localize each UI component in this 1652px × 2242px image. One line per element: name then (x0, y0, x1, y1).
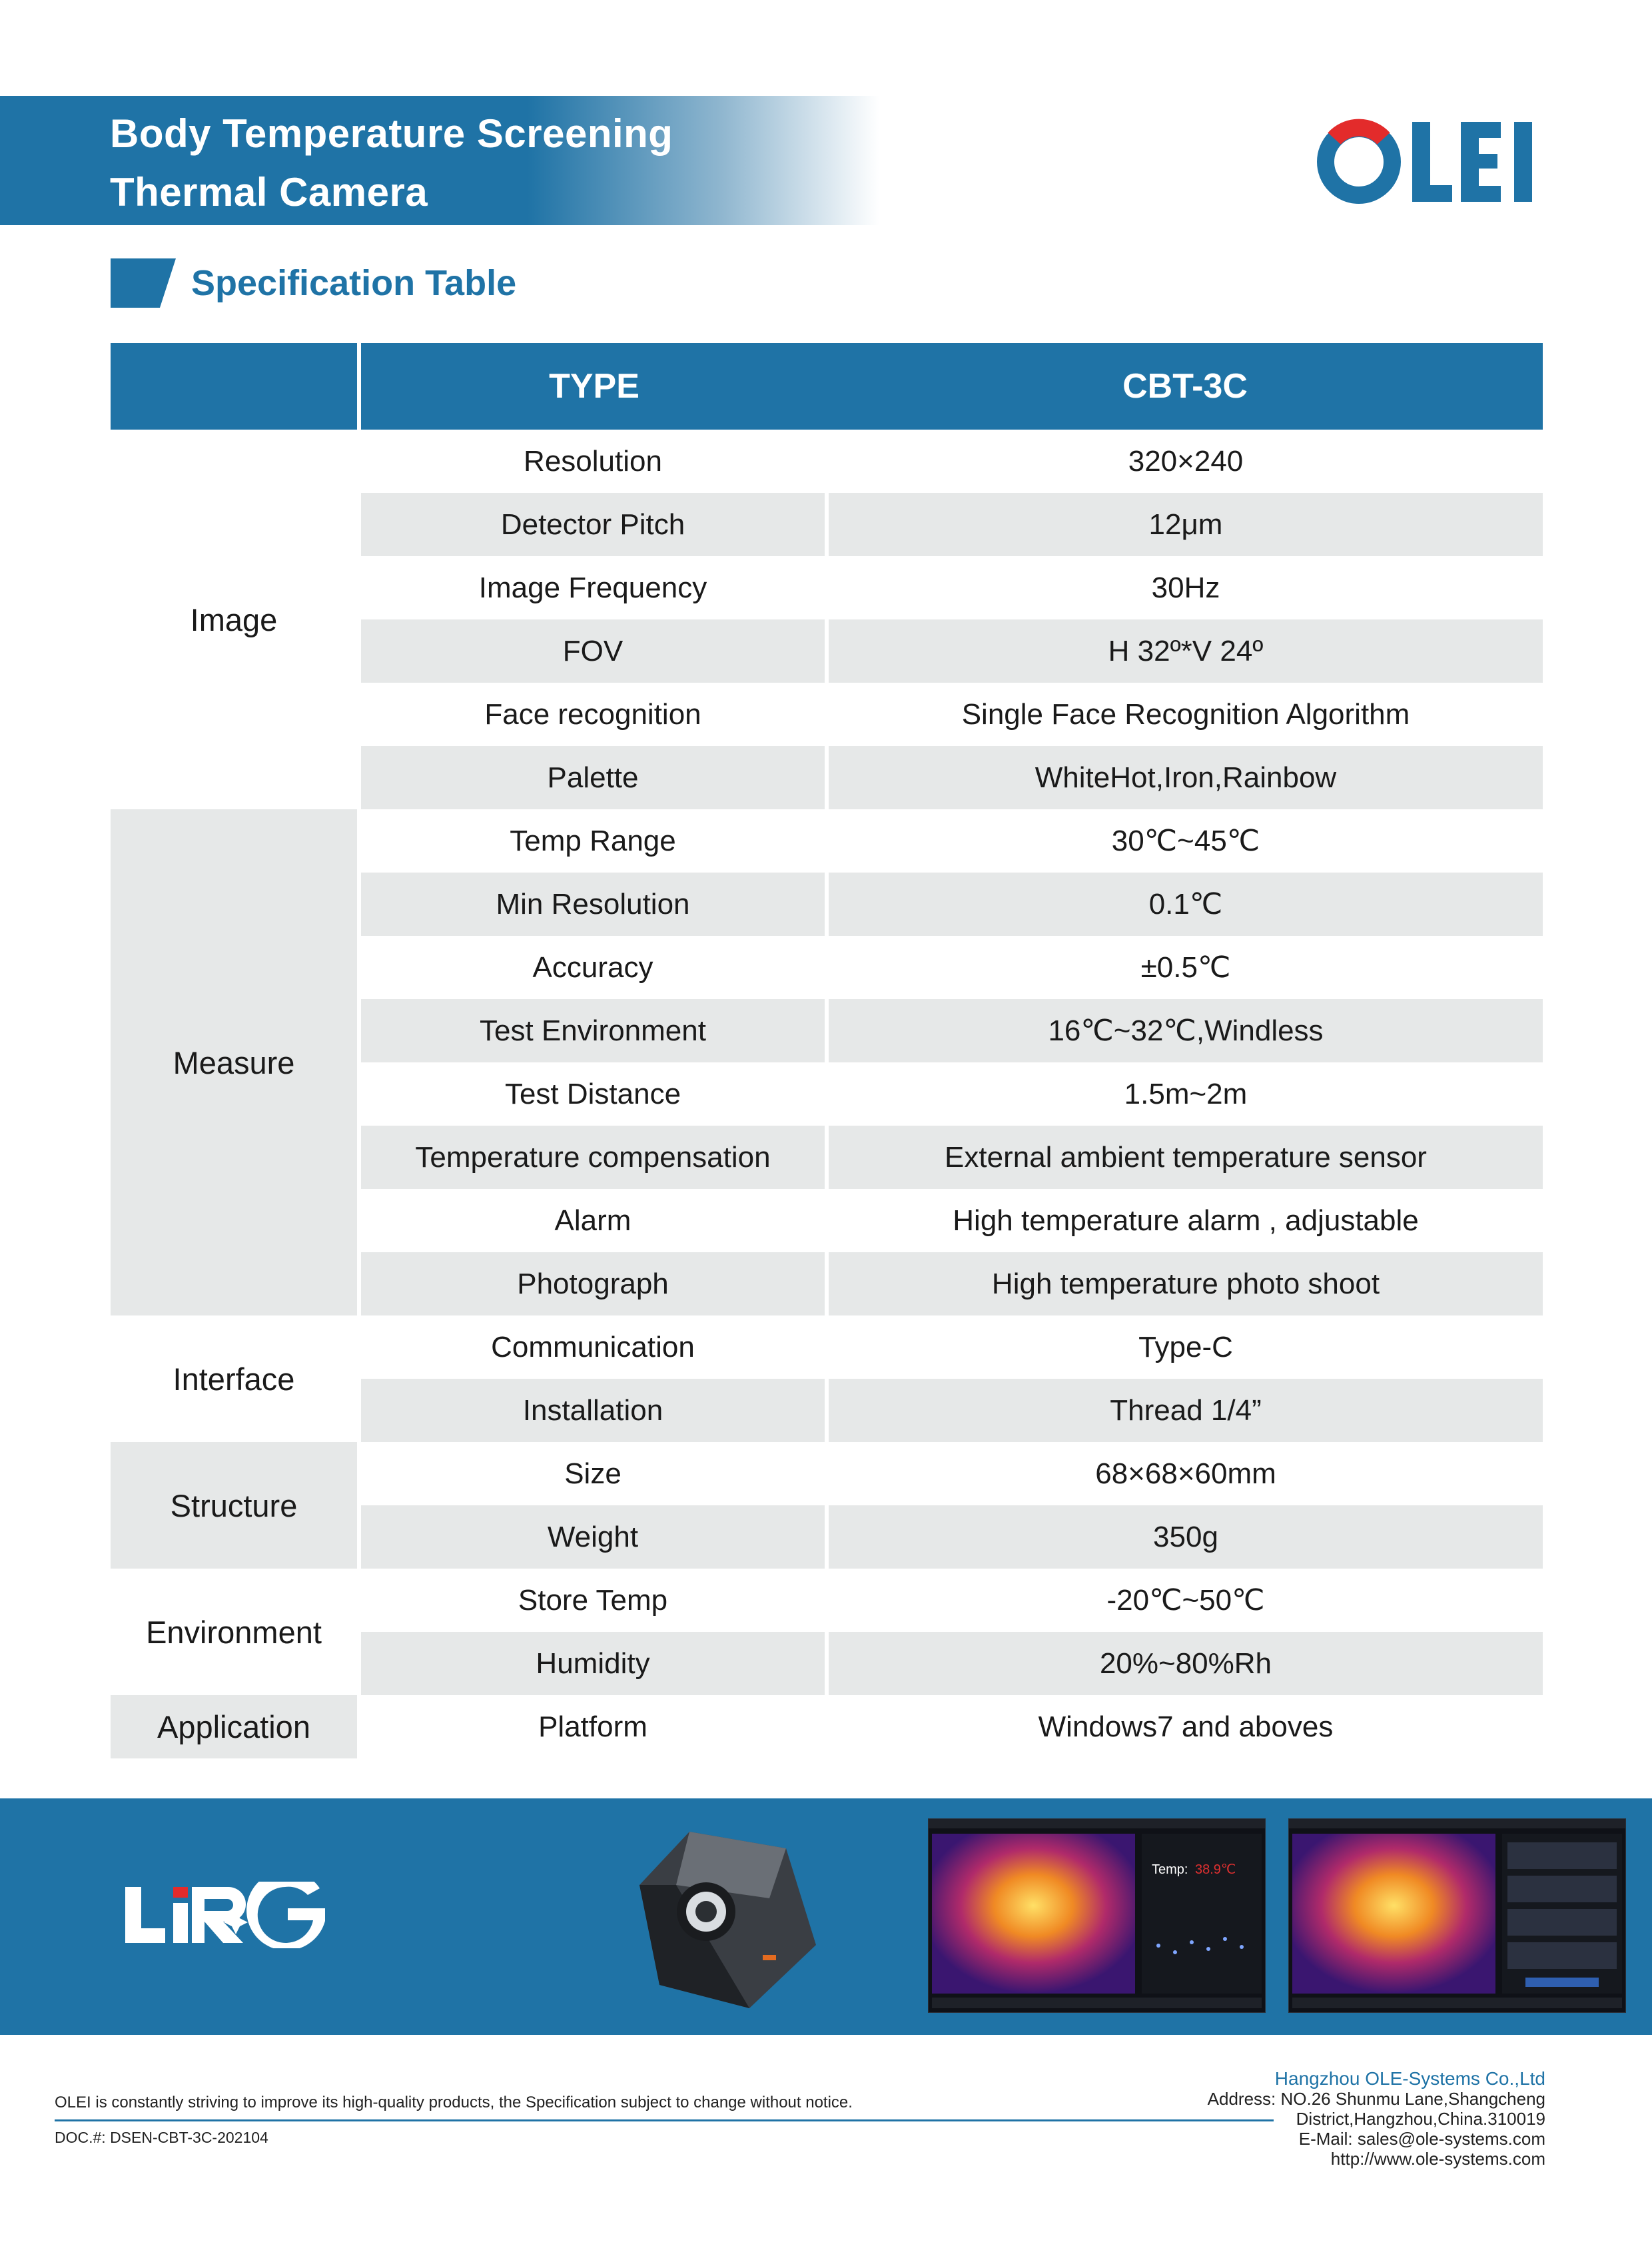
company-address-line1: Address: NO.26 Shunmu Lane,Shangcheng (1207, 2089, 1545, 2109)
param-cell: Alarm (554, 1204, 631, 1237)
table-row (361, 619, 1543, 683)
value-cell: High temperature alarm , adjustable (953, 1204, 1419, 1237)
param-cell: Min Resolution (361, 873, 825, 936)
section-marker-icon (111, 258, 176, 308)
param-cell: Resolution (524, 445, 662, 478)
param-cell: Test Distance (504, 1078, 681, 1110)
company-email: E-Mail: sales@ole-systems.com (1298, 2129, 1545, 2149)
table-row (361, 1505, 1543, 1569)
category-environment: Environment (146, 1614, 322, 1650)
value-cell: 30℃~45℃ (1111, 825, 1260, 857)
document-number: DOC.#: DSEN-CBT-3C-202104 (55, 2129, 268, 2146)
table-row (361, 1442, 1543, 1505)
param-cell: Store Temp (518, 1584, 668, 1617)
table-row (361, 1632, 1543, 1695)
table-row (361, 1695, 1543, 1758)
table-row (361, 809, 1543, 873)
company-name: Hangzhou OLE-Systems Co.,Ltd (1274, 2068, 1545, 2089)
section-title: Specification Table (191, 263, 517, 303)
value-cell: 68×68×60mm (1095, 1457, 1276, 1490)
table-row (361, 556, 1543, 619)
value-cell: Windows7 and aboves (1038, 1710, 1334, 1743)
value-cell: 1.5m~2m (1124, 1078, 1248, 1110)
table-header (111, 343, 1543, 430)
table-row (361, 936, 1543, 999)
table-row (361, 493, 1543, 556)
table-row (361, 999, 1543, 1062)
param-cell: Photograph (361, 1252, 825, 1315)
table-header-cells (361, 343, 1543, 430)
value-cell: 30Hz (1151, 571, 1220, 604)
param-cell: Temp Range (510, 825, 676, 857)
header-type: TYPE (549, 367, 639, 406)
param-cell: Installation (361, 1379, 825, 1442)
value-cell: 320×240 (1128, 445, 1244, 478)
value-cell: 12μm (829, 493, 1543, 556)
table-row (361, 1189, 1543, 1252)
spec-rows (361, 430, 1543, 1758)
category-structure: Structure (111, 1442, 357, 1569)
olei-logo-lei (1412, 122, 1532, 202)
param-cell: Weight (361, 1505, 825, 1569)
value-cell: 16℃~32℃,Windless (829, 999, 1543, 1062)
category-interface: Interface (173, 1361, 295, 1397)
table-row (361, 873, 1543, 936)
param-cell: Face recognition (484, 698, 701, 731)
table-row (361, 683, 1543, 746)
product-banner (0, 1798, 1652, 2035)
param-cell: Temperature compensation (361, 1126, 825, 1189)
value-cell: External ambient temperature sensor (829, 1126, 1543, 1189)
value-cell: ±0.5℃ (1140, 951, 1231, 984)
lrg-logo (125, 1882, 325, 1948)
screenshot-temp-value: 38.9℃ (1195, 1862, 1236, 1877)
table-row (361, 1126, 1543, 1189)
table-row (361, 1062, 1543, 1126)
value-cell: 0.1℃ (829, 873, 1543, 936)
value-cell: H 32º*V 24º (829, 619, 1543, 683)
value-cell: High temperature photo shoot (829, 1252, 1543, 1315)
footer-divider (55, 2119, 1274, 2121)
table-header-blank (111, 343, 357, 430)
company-website: http://www.ole-systems.com (1330, 2149, 1545, 2169)
value-cell: Type-C (1138, 1331, 1233, 1363)
value-cell: Thread 1/4” (829, 1379, 1543, 1442)
category-application: Application (111, 1695, 357, 1758)
screenshot-temp-label: Temp: (1152, 1862, 1188, 1877)
value-cell: 20%~80%Rh (829, 1632, 1543, 1695)
param-cell: Accuracy (532, 951, 653, 984)
param-cell: Communication (491, 1331, 695, 1363)
olei-logo (1316, 112, 1542, 212)
param-cell: Test Environment (361, 999, 825, 1062)
param-cell: Platform (538, 1710, 647, 1743)
param-cell: Image Frequency (478, 571, 707, 604)
param-cell: Detector Pitch (361, 493, 825, 556)
company-address-line2: District,Hangzhou,China.310019 (1296, 2109, 1545, 2129)
title-line-1: Body Temperature Screening (110, 111, 673, 156)
category-measure: Measure (111, 809, 357, 1315)
value-cell: WhiteHot,Iron,Rainbow (829, 746, 1543, 809)
param-cell: Humidity (361, 1632, 825, 1695)
company-contact (1208, 2069, 1545, 2169)
param-cell: FOV (361, 619, 825, 683)
table-row (361, 430, 1543, 493)
category-image: Image (190, 601, 278, 637)
param-cell: Palette (361, 746, 825, 809)
header-model: CBT-3C (1122, 367, 1248, 406)
camera-product-image (629, 1818, 826, 2018)
table-row (361, 1252, 1543, 1315)
software-screenshot-temperature (928, 1818, 1266, 2013)
title-line-2: Thermal Camera (110, 170, 428, 214)
table-row (361, 1379, 1543, 1442)
software-screenshot-settings (1288, 1818, 1626, 2013)
param-cell: Size (564, 1457, 621, 1490)
title-band (0, 96, 879, 225)
olei-logo-o (1326, 128, 1392, 195)
table-row (361, 1315, 1543, 1379)
table-row (361, 746, 1543, 809)
table-row (361, 1569, 1543, 1632)
value-cell: Single Face Recognition Algorithm (961, 698, 1410, 731)
value-cell: 350g (829, 1505, 1543, 1569)
value-cell: -20℃~50℃ (1106, 1584, 1265, 1617)
change-notice: OLEI is constantly striving to improve its high-quality products, the Specification subject to change without notice. (55, 2093, 853, 2111)
